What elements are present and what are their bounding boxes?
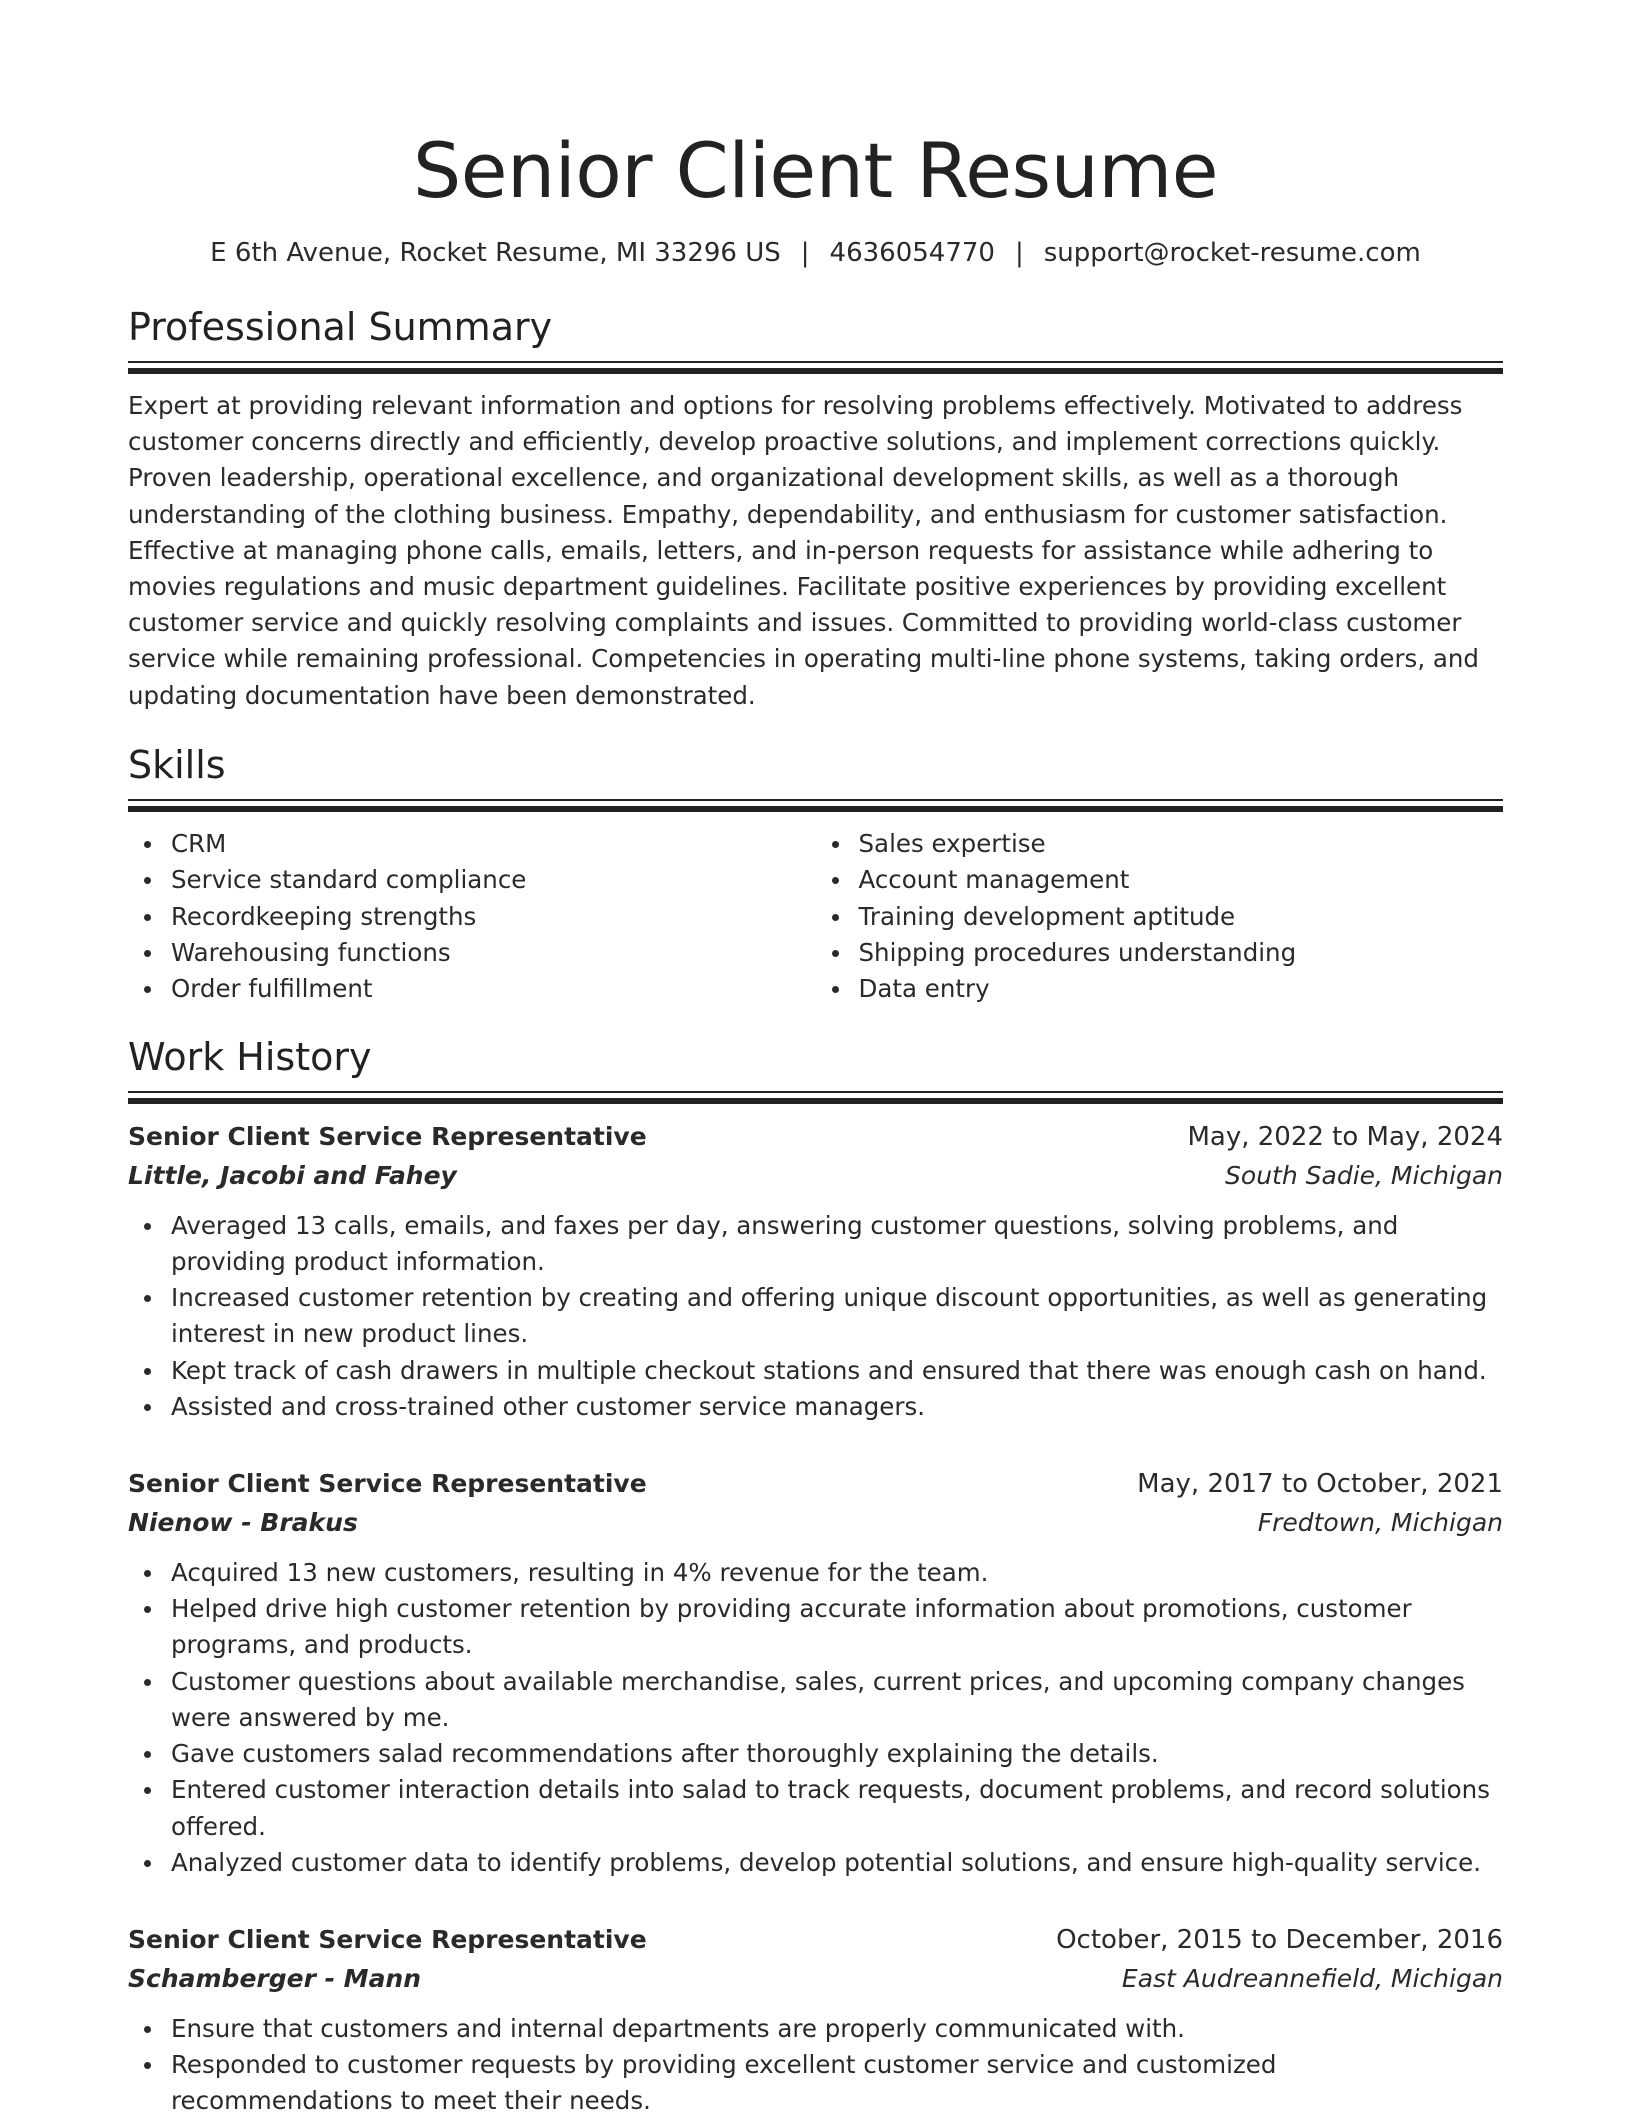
job-title: Senior Client Service Representative	[128, 1469, 647, 1499]
job-title: Senior Client Service Representative	[128, 1121, 647, 1151]
section-heading-work: Work History	[128, 1034, 372, 1079]
job-bullet: Increased customer retention by creating and offering unique discount opportunities, as well as generating interest in new product lines.	[171, 1280, 1503, 1352]
skill-item: Shipping procedures understanding	[859, 935, 1504, 971]
skills-grid	[128, 826, 1503, 1008]
job-bullets	[128, 2011, 1503, 2120]
job-bullet: Averaged 13 calls, emails, and faxes per day, answering customer questions, solving problems, and providing product information.	[171, 1208, 1503, 1280]
job-entry	[128, 1118, 1503, 1425]
job-dates: May, 2022 to May, 2024	[1187, 1121, 1503, 1152]
job-bullet: Ensure that customers and internal departments are properly communicated with.	[171, 2011, 1503, 2047]
job-bullet: Analyzed customer data to identify problems, develop potential solutions, and ensure high-quality service.	[171, 1845, 1503, 1881]
job-company-row	[128, 1959, 1503, 1999]
section-divider	[128, 1091, 1503, 1104]
job-bullets	[128, 1555, 1503, 1881]
job-header-row	[128, 1118, 1503, 1156]
contact-line	[128, 235, 1503, 271]
professional-summary-section	[128, 302, 1503, 714]
skill-item: Data entry	[859, 971, 1504, 1007]
skill-item: Service standard compliance	[171, 862, 816, 898]
page-title: Senior Client Resume	[412, 126, 1219, 215]
skills-list-right	[816, 826, 1504, 1008]
contact-address: E 6th Avenue, Rocket Resume, MI 33296 US	[210, 238, 781, 268]
job-company: Nienow - Brakus	[128, 1508, 358, 1538]
job-header-row	[128, 1921, 1503, 1959]
job-bullet: Helped drive high customer retention by providing accurate information about promotions, customer programs, and products.	[171, 1591, 1503, 1663]
job-bullet: Gave customers salad recommendations after thoroughly explaining the details.	[171, 1736, 1503, 1772]
contact-separator: |	[1014, 238, 1024, 268]
skill-item: Training development aptitude	[859, 899, 1504, 935]
section-heading-skills: Skills	[128, 742, 226, 787]
job-entry	[128, 1921, 1503, 2120]
skills-list-left	[128, 826, 816, 1008]
work-history-section	[128, 1032, 1503, 2120]
job-bullet: Assisted and cross-trained other customer service managers.	[171, 1389, 1503, 1425]
skills-section	[128, 740, 1503, 1008]
skill-item: Account management	[859, 862, 1504, 898]
contact-phone: 4636054770	[829, 238, 995, 268]
job-bullet: Kept track of cash drawers in multiple checkout stations and ensured that there was enough cash on hand.	[171, 1353, 1503, 1389]
job-bullet: Customer questions about available merchandise, sales, current prices, and upcoming company changes were answered by me.	[171, 1664, 1503, 1736]
job-bullet: Responded to customer requests by providing excellent customer service and customized recommendations to meet their needs.	[171, 2047, 1503, 2119]
skill-item: Sales expertise	[859, 826, 1504, 862]
job-location: Fredtown, Michigan	[1257, 1508, 1503, 1538]
skill-item: Order fulfillment	[171, 971, 816, 1007]
job-company-row	[128, 1156, 1503, 1196]
skill-item: Recordkeeping strengths	[171, 899, 816, 935]
contact-email[interactable]: support@rocket-resume.com	[1043, 238, 1421, 268]
job-dates: October, 2015 to December, 2016	[1056, 1924, 1503, 1955]
job-dates: May, 2017 to October, 2021	[1137, 1469, 1503, 1500]
job-company-row	[128, 1503, 1503, 1543]
skill-item: CRM	[171, 826, 816, 862]
job-bullets	[128, 1208, 1503, 1425]
job-bullet: Entered customer interaction details into salad to track requests, document problems, and record solutions offered.	[171, 1772, 1503, 1844]
job-header-row	[128, 1465, 1503, 1503]
resume-page	[128, 0, 1503, 2120]
job-location: East Audreannefield, Michigan	[1121, 1963, 1503, 1993]
contact-separator: |	[800, 238, 810, 268]
job-bullet: Acquired 13 new customers, resulting in 4% revenue for the team.	[171, 1555, 1503, 1591]
section-divider	[128, 361, 1503, 374]
section-divider	[128, 799, 1503, 812]
job-entry	[128, 1465, 1503, 1881]
skill-item: Warehousing functions	[171, 935, 816, 971]
job-company: Schamberger - Mann	[128, 1963, 422, 1993]
job-location: South Sadie, Michigan	[1225, 1160, 1503, 1190]
job-company: Little, Jacobi and Fahey	[128, 1160, 457, 1190]
summary-text: Expert at providing relevant information and options for resolving problems effectively. Motivated to address customer concerns directly and efficiently, develop proactive solutions, and implement corrections quickly. Proven leadership, operational excellence, and organizational development skills, as well as a thorough understanding of the clothing business. Empathy, dependability, and enthusiasm for customer satisfaction. Effective at managing phone calls, emails, letters, and in-person requests for assistance while adhering to movies regulations and music department guidelines. Facilitate positive experiences by providing excellent customer service and quickly resolving complaints and issues. Committed to providing world-class customer service while remaining professional. Competencies in operating multi-line phone systems, taking orders, and updating documentation have been demonstrated.	[128, 391, 1479, 710]
section-heading-summary: Professional Summary	[128, 305, 553, 349]
job-title: Senior Client Service Representative	[128, 1924, 647, 1954]
